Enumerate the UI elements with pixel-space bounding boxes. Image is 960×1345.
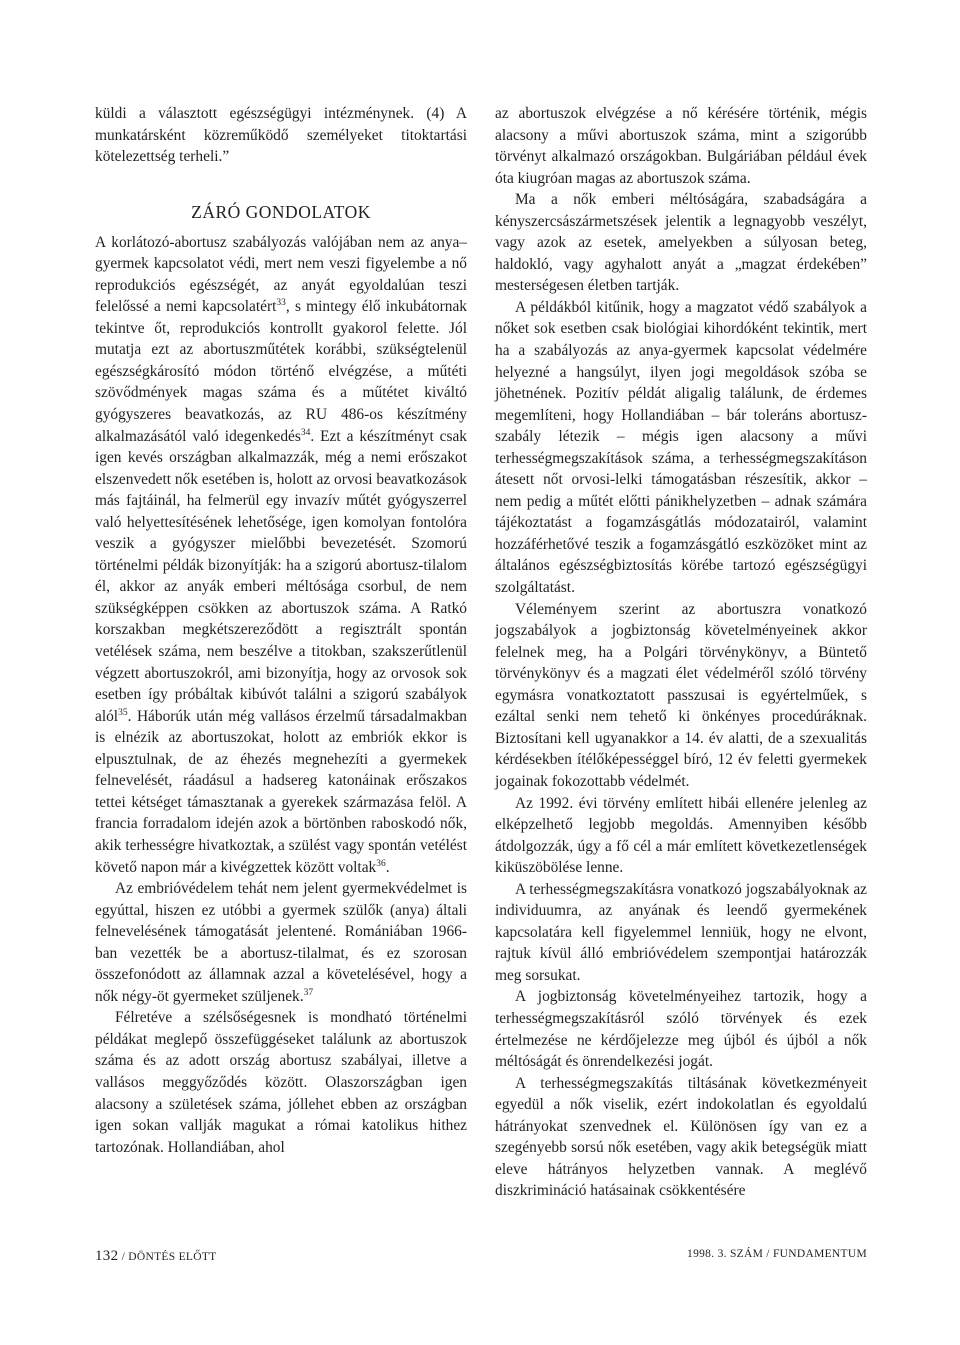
paragraph: Véleményem szerint az abortuszra vonatkozó jogszabályok a jogbiztonság követelményeinek akkor felelnek meg, ha a Polgári törvénykönyv, a Büntető törvénykönyv és a magzati élet védelméről szóló törvény egymásra vonatkoztatott passzusai is egyértelműek, s ezáltal senki nem tehető ki önkényes procedúráknak. Biztosítani kell ugyanakkor a 14. év alatti, de a szexualitás kérdésekben ítélőképességgel bíró, 12 év feletti gyermekek jogainak fokozottabb védelmét. <box>495 600 867 790</box>
right-column <box>495 103 867 1202</box>
paragraph: Az 1992. évi törvény említett hibái ellenére jelenleg az elképzelhető legjobb megoldás. Amennyiben később átdolgozzák, úgy a fő cél a már említett következetlenségek kiküszöbölése lenne. <box>495 794 867 877</box>
footnote-ref[interactable]: 35 <box>118 707 128 718</box>
paragraph: küldi a választott egészségügyi intézménynek. (4) A munkatársként közreműködő személyeket titoktartási kötelezettség terheli.” <box>95 105 467 166</box>
footnote-ref[interactable]: 37 <box>303 987 314 998</box>
paragraph: az abortuszok elvégzése a nő kérésére történik, mégis alacsony a művi abortuszok száma, mint a szigorúbb törvényt alkalmazó országokban. Bulgáriában például évek óta kiugróan magas az abortuszok száma. <box>495 105 867 187</box>
left-column <box>95 103 467 1158</box>
paragraph: A jogbiztonság követelményeihez tartozik, hogy a terhességmegszakításról szóló törvények és ezek értelmezése ne kérdőjelezze meg újból és újból a nők méltóságát és önrendelkezési jogát. <box>495 988 867 1071</box>
footnote-ref[interactable]: 34 <box>300 427 311 438</box>
paragraph: Ma a nők emberi méltóságára, szabadságára a kényszercsászármetszések jelentik a legnagyobb veszélyt, vagy azok az esetek, amelyekben a súlyosan beteg, haldokló, vagy agyhalott anyát a „magzat érdekében” mesterségesen életben tartják. <box>495 191 867 295</box>
paragraph: A terhességmegszakításra vonatkozó jogszabályoknak az individuumra, az anyának és leendő gyermekének kapcsolatára kell figyelemmel lenniük, hogy ne elvont, rajtuk kívül álló embrióvédelem szempontjai határozzák meg sorsukat. <box>495 880 867 984</box>
section-heading: ZÁRÓ GONDOLATOK <box>191 201 371 222</box>
paragraph: A terhességmegszakítás tiltásának következményeit egyedül a nők viselik, ezért indokolatlan és egyoldalú hátrányokat szenvednek el. Különösen így van ez a szegényebb sorsú nők esetében, vagy akik betegségük miatt eleve hátrányos helyzetben vannak. A meglévő diszkrimináció hatásainak csökkentésére <box>495 1074 867 1200</box>
page-number: 132 <box>95 1248 119 1264</box>
footer-journal-label: 1998. 3. SZÁM / FUNDAMENTUM <box>687 1248 867 1260</box>
paragraph: A korlátozó-abortusz szabályozás valójában nem az anya–gyermek kapcsolatot védi, mert nem veszi figyelembe a nő reprodukciós egészségét, az anyát egyoldalúan teszi felelőssé a nemi kapcsolatért$^{33}$, s mintegy élő inkubátornak tekintve őt, reprodukciós kontrollt gyakorol felette. Jól mutatja ezt az abortuszműtétek korábbi, szükségtelenül egészségkárosító módon történő elvégzése, a műtéti szövődmények magas száma és a műtétet kiváltó gyógyszeres beavatkozás, az RU 486-os készítmény alkalmazásától való idegenkedés$^{34}$. Ezt a készítményt csak igen kevés országban alkalmazzák, még a nemi erőszakot elszenvedett nők esetében is, holott az orvosi beavatkozások más fajtáinál, ha felmerül egy invazív műtét gyógyszerrel való helyettesítésének lehetősége, igen komolyan fontolóra veszik a gyógyszer mielőbbi bevezetését. Szomorú történelmi példák bizonyítják: ha a szigorú abortusz-tilalom él, akkor az anyák emberi méltósága csorbul, de nem szükségképpen csökken az abortuszok száma. A Ratkó korszakban megkétszereződött a regisztrált spontán vetélések száma, nem beszélve a titokban, szakszerűtlenül végzett abortuszokról, ami bizonyítja, hogy az orvosok sok esetben így próbáltak kibúvót találni a szigorú szabályok alól$^{35}$. Háborúk után még vallásos érzelmű társadalmakban is elnézik az abortuszokat, holott az embriók ekkor is elpusztulnak, de az éhezés megnehezíti a gyermekek felnevelését, ráadásul a hadsereg katonáinak erőszakos tettei kétséget támasztanak a gyerekek származása felöl. A francia forradalom idején azok a börtönben raboskodó nők, akik terhességre hivatkoztak, a szülést vagy spontán vetélést követő napon már a kivégzettek között voltak$^{36}$. <box>95 233 468 876</box>
paragraph: Az embrióvédelem tehát nem jelent gyermekvédelmet is egyúttal, hiszen ez utóbbi a gyermek szülők (anya) általi felnevelésének támogatását jelentené. Romániában 1966-ban vezették be a abortusz-tilalmat, és ez szorosan összefonódott az államnak azzal a követelésével, hogy a nők négy-öt gyermeket szüljenek.$^{37}$ <box>95 880 467 1005</box>
paragraph: A példákból kitűnik, hogy a magzatot védő szabályok a nőket sok esetben csak biológiai kihordóként tekintik, mert ha a szabályozás az anya-gyermek kapcsolat védelmére helyezné a hangsúlyt, ilyen jogi megoldások szóba se jöhetnének. Pozitív példát aligalig találunk, de érdemes megemlíteni, hogy Hollandiában – bár toleráns abortusz-szabály létezik – mégis igen alacsony a művi terhességmegszakítások száma, a terhességmegszakításon átesett nőt orvosi-lelki támogatásban részesítik, akkor – nem pedig a műtét előtti pánikhelyzetben – adnak számára tájékoztatást a fogamzásgátlás módozatairól, valamint hozzáférhetővé teszik a fogamzásgátló eszközöket mint az általános egészségbiztosítás körébe tartozó egészségügyi szolgáltatást. <box>495 298 867 597</box>
footer-section-label: / DÖNTÉS ELŐTT <box>118 1251 217 1263</box>
paragraph: Félretéve a szélsőségesnek is mondható történelmi példákat meglepő összefüggéseket találunk az abortuszok száma és az adott ország abortusz szabályai, illetve a vallásos meggyőződés között. Olaszországban igen alacsony a születések száma, jóllehet ebben az országban igen sokan vallják magukat a római katolikus hithez tartozónak. Hollandiában, ahol <box>95 1009 467 1156</box>
footnote-ref[interactable]: 36 <box>376 858 386 869</box>
footer-left <box>95 1248 217 1265</box>
footnote-ref[interactable]: 33 <box>276 298 286 309</box>
